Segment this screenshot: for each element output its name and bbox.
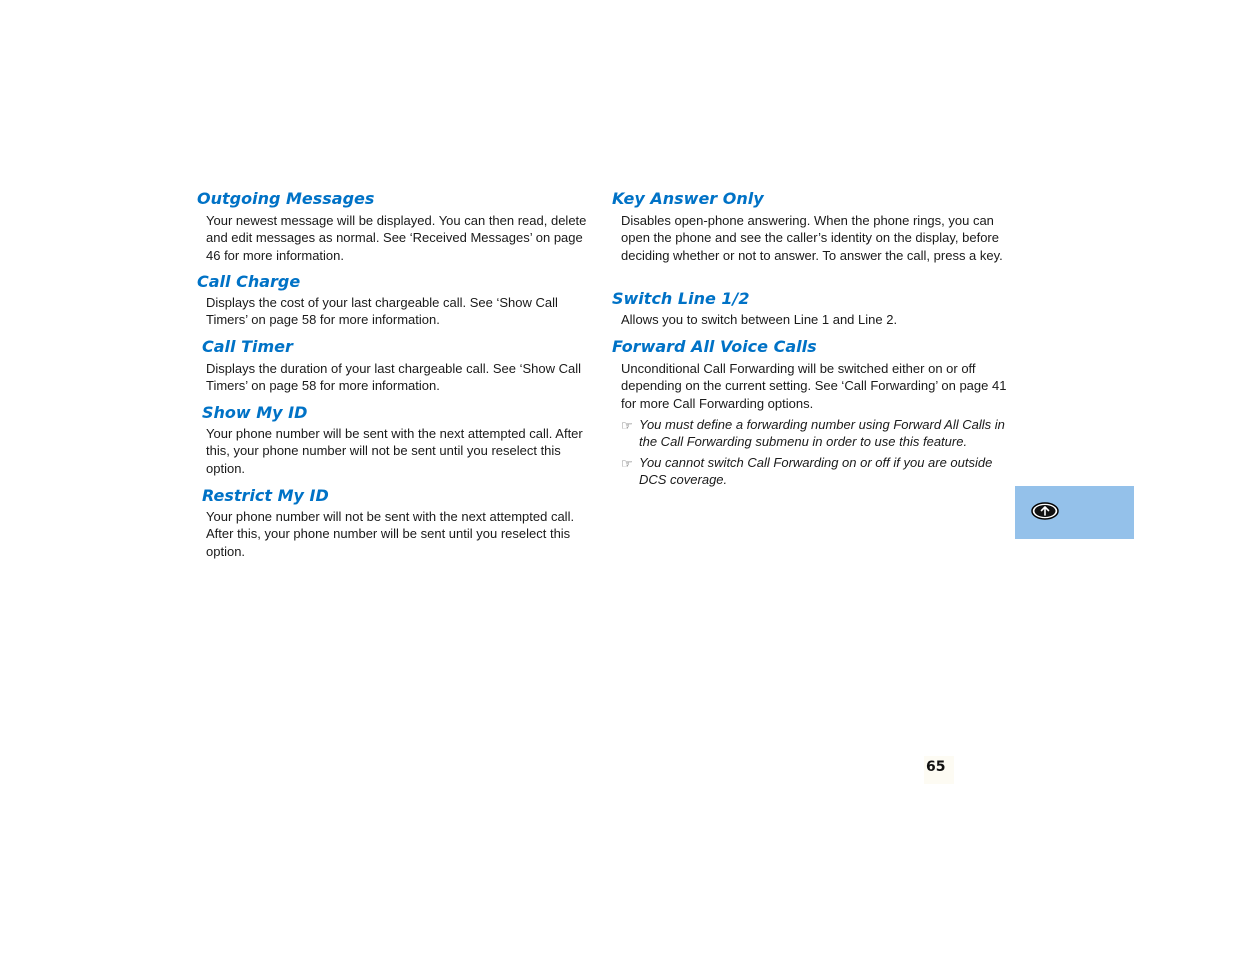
body-call-timer: Displays the duration of your last chargeable call. See ‘Show Call Timers’ on page 58 for more information. — [206, 361, 582, 394]
body-forward-all-voice-calls: Unconditional Call Forwarding will be switched either on or off depending on the current setting. See ‘Call Forwarding’ on page 41 for more Call Forwarding options. — [621, 361, 1007, 411]
side-navigation-tab[interactable] — [1015, 486, 1134, 539]
heading-switch-line: Switch Line 1/2 — [612, 289, 750, 308]
body-show-my-id: Your phone number will be sent with the next attempted call. After this, your phone number will not be sent until you reselect this option. — [206, 426, 583, 476]
body-restrict-my-id: Your phone number will not be sent with the next attempted call. After this, your phone number will be sent until you reselect this option. — [206, 509, 575, 559]
heading-restrict-my-id: Restrict My ID — [202, 486, 329, 505]
heading-key-answer-only: Key Answer Only — [612, 189, 764, 208]
heading-call-timer: Call Timer — [202, 337, 293, 356]
phone-key-icon — [1031, 502, 1059, 520]
note-text: You must define a forwarding number using Forward All Calls in the Call Forwarding submenu in order to use this feature. — [639, 417, 1005, 450]
heading-forward-all-voice-calls: Forward All Voice Calls — [612, 337, 817, 356]
pointing-hand-icon: ☞ — [621, 456, 633, 471]
body-outgoing-messages: Your newest message will be displayed. You can then read, delete and edit messages as normal. See ‘Received Messages’ on page 46 for more information. — [206, 213, 587, 263]
body-switch-line: Allows you to switch between Line 1 and Line 2. — [621, 312, 898, 327]
body-key-answer-only: Disables open-phone answering. When the phone rings, you can open the phone and see the caller’s identity on the display, before deciding whether or not to answer. To answer the call, press a key. — [621, 213, 1003, 263]
heading-call-charge: Call Charge — [197, 272, 301, 291]
pointing-hand-icon: ☞ — [621, 418, 633, 433]
note-text: You cannot switch Call Forwarding on or off if you are outside DCS coverage. — [639, 455, 993, 488]
note-forwarding-number — [621, 416, 1013, 451]
heading-show-my-id: Show My ID — [202, 403, 308, 422]
page-number: 65 — [924, 756, 954, 784]
heading-outgoing-messages: Outgoing Messages — [197, 189, 375, 208]
body-call-charge: Displays the cost of your last chargeable call. See ‘Show Call Timers’ on page 58 for more information. — [206, 295, 558, 328]
note-dcs-coverage — [621, 454, 1013, 489]
